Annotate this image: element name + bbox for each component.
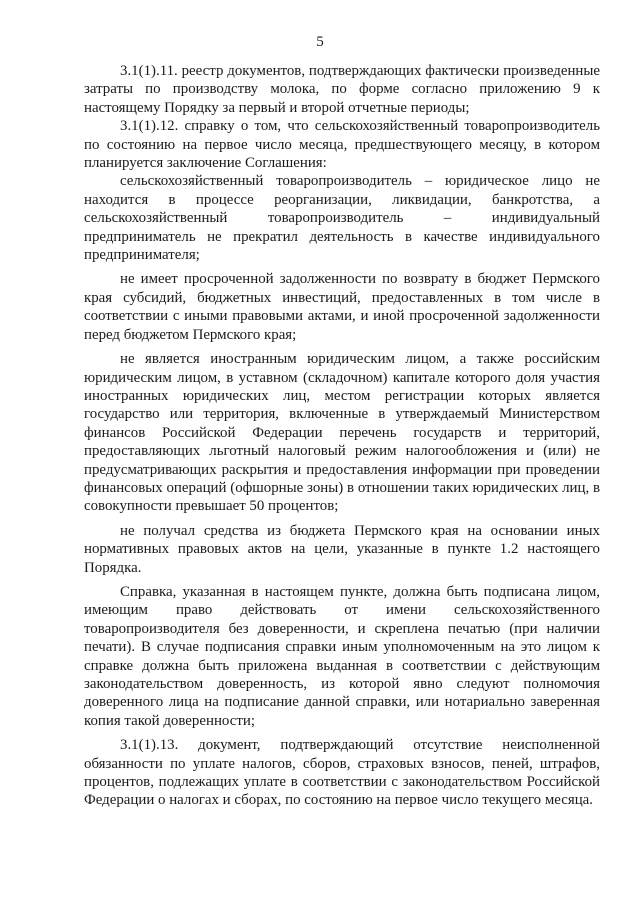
paragraph-signature-requirements: Справка, указанная в настоящем пункте, должна быть подписана лицом, имеющим право действовать от имени сельскохозяйственного товаропроизводителя без доверенности, и скреплена печатью (при наличии печати). В случае подписания справки иным уполномоченным на это лицом к справке должна быть приложена выданная в соответствии с действующим законодательством доверенность, из которой явно следуют полномочия доверенного лица на подписание данной справки, или нотариально заверенная копия такой доверенности; <box>84 583 600 729</box>
paragraph-not-foreign-entity: не является иностранным юридическим лицом, а также российским юридическим лицом, в уставном (складочном) капитале которого доля участия иностранных юридических лиц, местом регистрации которых является государство или территория, включенные в утверждаемый Министерством финансов Российской Федерации перечень государств и территорий, предоставляющих льготный налоговый режим налогообложения и (или) не предусматривающих раскрытия и предоставления информации при проведении финансовых операций (офшорные зоны) в отношении таких юридических лиц, в совокупности превышает 50 процентов; <box>84 351 600 515</box>
paragraph-no-overdue-debt: не имеет просроченной задолженности по возврату в бюджет Пермского края субсидий, бюджетных инвестиций, предоставленных в том числе в соответствии с иными правовыми актами, и иной просроченной задолженности перед бюджетом Пермского края; <box>84 271 600 343</box>
paragraph-no-reorganization: сельскохозяйственный товаропроизводитель – юридическое лицо не находится в процессе реорганизации, ликвидации, банкротства, а сельскохозяйственный товаропроизводитель – индивидуальный предприниматель не прекратил деятельность в качестве индивидуального предпринимателя; <box>84 173 600 264</box>
paragraph-3-1-1-13: 3.1(1).13. документ, подтверждающий отсутствие неисполненной обязанности по уплате налогов, сборов, страховых взносов, пеней, штрафов, процентов, подлежащих уплате в соответствии с законодательством Российской Федерации о налогах и сборах, по состоянию на первое число текущего месяца. <box>84 737 600 809</box>
paragraph-3-1-1-12: 3.1(1).12. справку о том, что сельскохозяйственный товаропроизводитель по состоянию на первое число месяца, предшествующего месяцу, в котором планируется заключение Соглашения: <box>84 118 600 172</box>
paragraph-3-1-1-11: 3.1(1).11. реестр документов, подтверждающих фактически произведенные затраты по производству молока, по форме согласно приложению 9 к настоящему Порядку за первый и второй отчетные периоды; <box>84 63 600 116</box>
page-number: 5 <box>316 34 324 50</box>
document-body <box>84 62 600 810</box>
paragraph-no-other-funds: не получал средства из бюджета Пермского края на основании иных нормативных правовых актов на цели, указанные в пункте 1.2 настоящего Порядка. <box>84 522 600 576</box>
